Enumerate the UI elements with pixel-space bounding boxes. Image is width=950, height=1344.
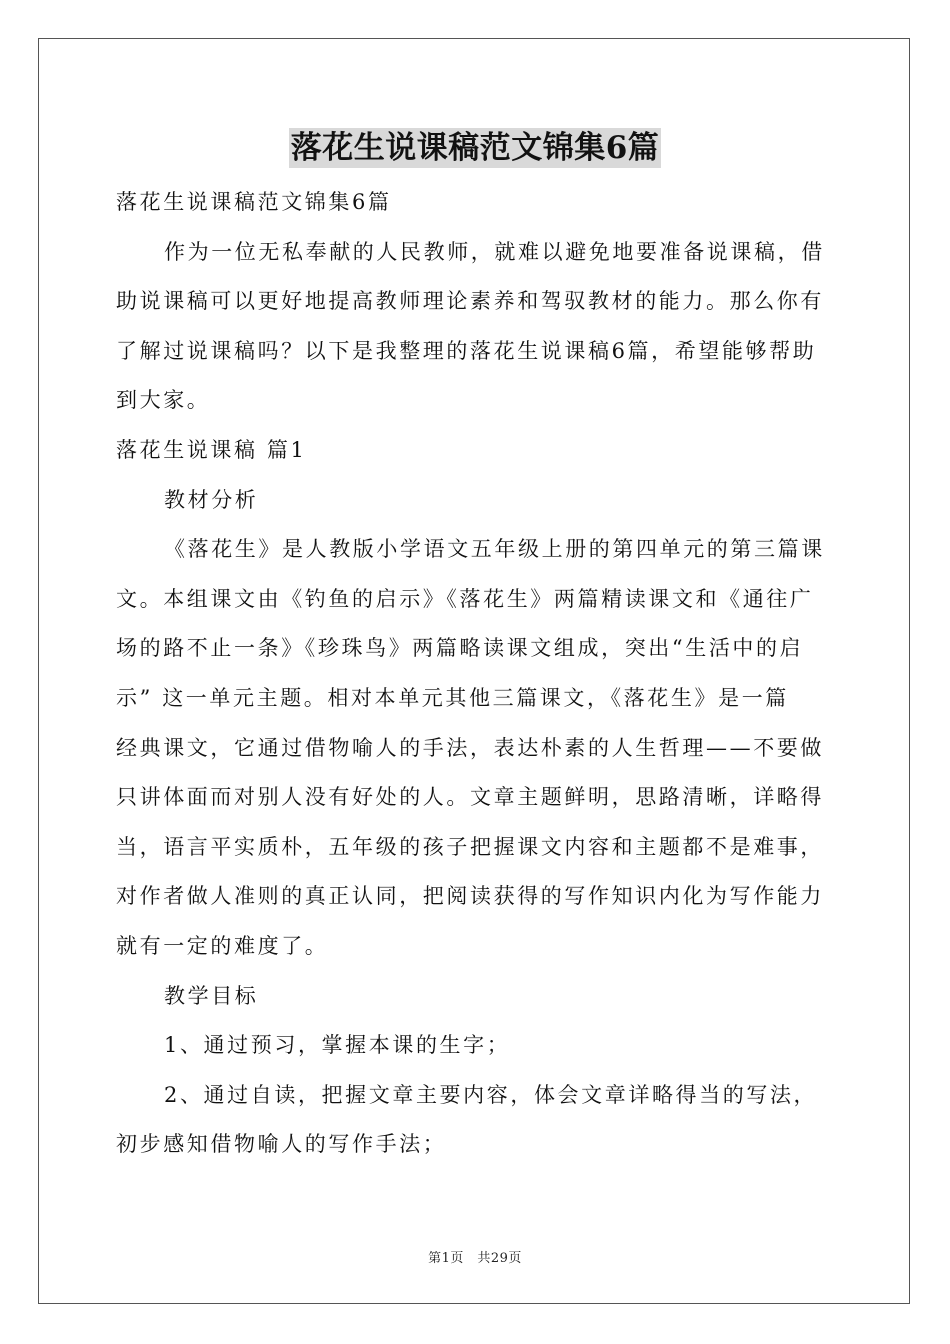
paragraph-line: 场的路不止一条》《珍珠鸟》两篇略读课文组成，突出“生活中的启 bbox=[116, 636, 804, 661]
list-item-continuation: 初步感知借物喻人的写作手法； bbox=[116, 1132, 447, 1157]
paragraph-line: 当，语言平实质朴，五年级的孩子把握课文内容和主题都不是难事， bbox=[116, 834, 824, 859]
list-item: 2、通过自读，把握文章主要内容，体会文章详略得当的写法， bbox=[164, 1082, 818, 1107]
paragraph-line: 经典课文，它通过借物喻人的手法，表达朴素的人生哲理——不要做 bbox=[116, 735, 824, 760]
paragraph-line: 只讲体面而对别人没有好处的人。文章主题鲜明，思路清晰，详略得 bbox=[116, 785, 824, 810]
paragraph-line: 对作者做人准则的真正认同，把阅读获得的写作知识内化为写作能力 bbox=[116, 884, 824, 909]
document-body bbox=[116, 178, 832, 1170]
list-item: 1、通过预习，掌握本课的生字； bbox=[164, 1033, 511, 1058]
page-footer bbox=[0, 1247, 950, 1266]
paragraph-line: 《落花生》是人教版小学语文五年级上册的第四单元的第三篇课 bbox=[164, 537, 825, 562]
paragraph-line: 示” 这一单元主题。相对本单元其他三篇课文，《落花生》是一篇 bbox=[116, 685, 789, 710]
paragraph-line: 作为一位无私奉献的人民教师，就难以避免地要准备说课稿，借 bbox=[164, 239, 825, 264]
title-container bbox=[0, 128, 950, 168]
section-heading: 落花生说课稿 篇1 bbox=[116, 437, 307, 462]
paragraph-line: 助说课稿可以更好地提高教师理论素养和驾驭教材的能力。那么你有 bbox=[116, 289, 824, 314]
paragraph-line: 了解过说课稿吗？以下是我整理的落花生说课稿6篇，希望能够帮助 bbox=[116, 338, 817, 363]
page-number: 第1页 共29页 bbox=[428, 1251, 522, 1266]
subsection-heading: 教学目标 bbox=[164, 983, 259, 1008]
paragraph-line: 就有一定的难度了。 bbox=[116, 933, 329, 958]
document-title: 落花生说课稿范文锦集6篇 bbox=[290, 130, 660, 166]
paragraph-line: 文。本组课文由《钓鱼的启示》《落花生》两篇精读课文和《通往广 bbox=[116, 586, 814, 611]
subsection-heading: 教材分析 bbox=[164, 487, 259, 512]
paragraph-line: 到大家。 bbox=[116, 388, 211, 413]
subtitle-line: 落花生说课稿范文锦集6篇 bbox=[116, 190, 392, 214]
